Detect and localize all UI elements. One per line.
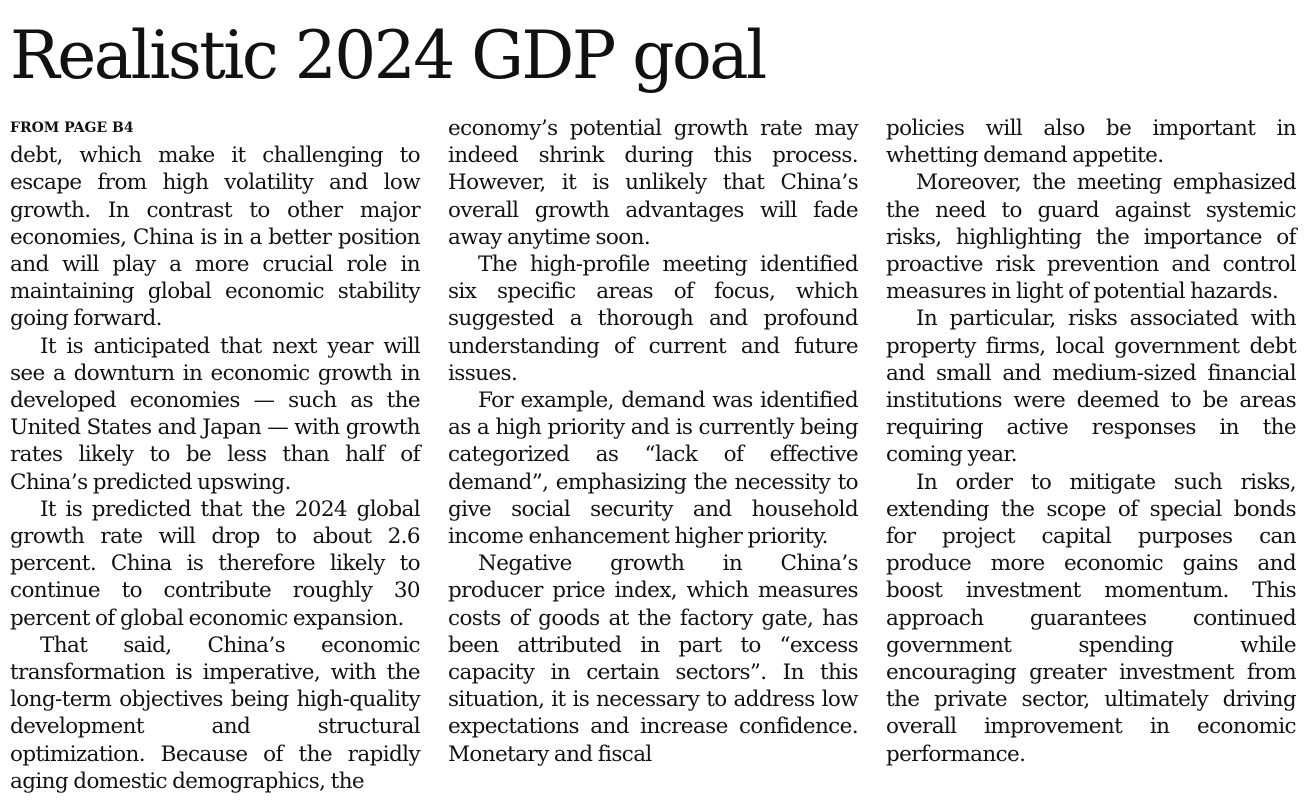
paragraph-continuation: policies will also be important in whetting demand appetite. — [886, 116, 1296, 169]
paragraph: In particular, risks associated with property firms, local government debt and small and medium-sized financial institutions were deemed to be areas requiring active responses in the coming year. — [886, 306, 1296, 468]
paragraph: For example, demand was identified as a high priority and is currently being categorized as “lack of effective demand”, emphasizing the necessity to give social security and household income enhancement higher priority. — [448, 388, 858, 550]
paragraph: That said, China’s economic transformation is imperative, with the long-term objectives being high-quality development and structural optimization. Because of the rapidly aging domestic demographics, the — [10, 632, 420, 794]
paragraph-continuation: economy’s potential growth rate may indeed shrink during this process. However, it is unlikely that China’s overall growth advantages will fade away anytime soon. — [448, 116, 858, 250]
paragraph: The high-profile meeting identified six specific areas of focus, which suggested a thorough and profound understanding of current and future issues. — [448, 252, 858, 386]
paragraph-continuation: debt, which make it challenging to escape from high volatility and low growth. In contrast to other major economies, China is in a better position and will play a more crucial role in maintaining global economic stability going forward. — [10, 143, 420, 332]
paragraph: It is anticipated that next year will see a downturn in economic growth in developed economies — such as the United States and Japan — with growth rates likely to be less than half of China’s predicted upswing. — [10, 333, 420, 495]
paragraph: In order to mitigate such risks, extending the scope of special bonds for project capital purposes can produce more economic gains and boost investment momentum. This approach guarantees continued government spending while encouraging greater investment from the private sector, ultimately driving overall improvement in economic performance. — [886, 469, 1296, 767]
paragraph: Moreover, the meeting emphasized the need to guard against systemic risks, highlighting the importance of proactive risk prevention and control measures in light of potential hazards. — [886, 170, 1296, 305]
headline: Realistic 2024 GDP goal — [10, 17, 765, 94]
paragraph: Negative growth in China’s producer price index, which measures costs of goods at the factory gate, has been attributed in part to “excess capacity in certain sectors”. In this situation, it is necessary to address low expectations and increase confidence. Monetary and fiscal — [448, 551, 858, 767]
paragraph: It is predicted that the 2024 global growth rate will drop to about 2.6 percent. China is therefore likely to continue to contribute roughly 30 percent of global economic expansion. — [10, 496, 420, 631]
article-column-1 — [10, 115, 420, 795]
jump-line: FROM PAGE B4 — [10, 120, 134, 136]
article-column-2 — [448, 115, 858, 768]
article-column-3 — [886, 115, 1296, 768]
